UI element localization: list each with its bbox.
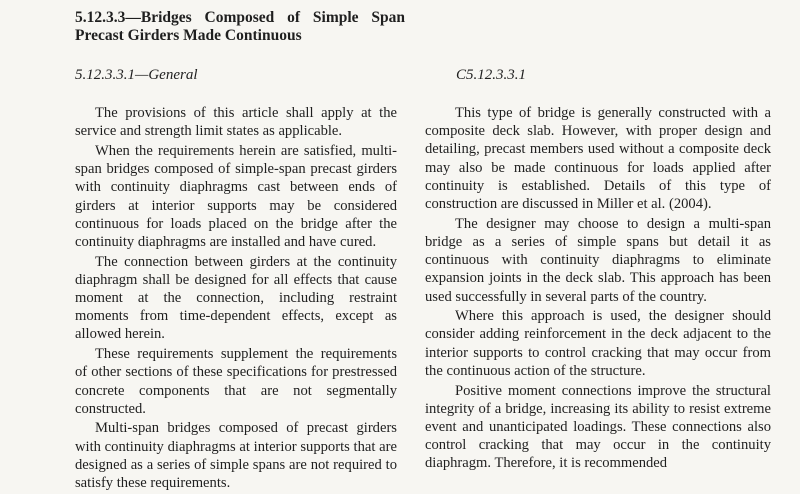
commentary-column: [425, 104, 771, 474]
spec-paragraph: Multi-span bridges composed of precast girders with continuity diaphragms at interior supports that are designed as a series of simple spans are not required to satisfy these requirements.: [75, 420, 397, 492]
commentary-paragraph: This type of bridge is generally constructed with a composite deck slab. However, with proper design and detailing, precast members used without a composite deck may also be made continuous for loads applied after continuity is established. Details of this type of construction are discussed in Miller et al. (2004).: [425, 105, 771, 213]
spec-paragraph: These requirements supplement the requirements of other sections of these specifications for prestressed concrete components that are not segmentally constructed.: [75, 346, 397, 417]
spec-paragraph: The connection between girders at the continuity diaphragm shall be designed for all effects that cause moment at the connection, including restraint moments from time-dependent effects, except as allowed herein.: [75, 253, 397, 343]
commentary-paragraph: Where this approach is used, the designer should consider adding reinforcement in the deck adjacent to the interior supports to control cracking that may occur from the continuous action of the structure.: [425, 308, 771, 379]
section-heading: 5.12.3.3—Bridges Composed of Simple Span Precast Girders Made Continuous: [75, 9, 405, 44]
commentary-subheading: C5.12.3.3.1: [456, 67, 527, 83]
spec-paragraph: The provisions of this article shall apply at the service and strength limit states as applicable.: [75, 105, 397, 140]
spec-paragraph: When the requirements herein are satisfied, multi-span bridges composed of simple-span precast girders with continuity diaphragms cast between ends of girders at interior supports may be considered continuous for loads placed on the bridge after the continuity diaphragms are installed and have cured.: [75, 142, 397, 250]
specification-column: [75, 104, 397, 494]
commentary-paragraph: Positive moment connections improve the structural integrity of a bridge, increasing its ability to resist extreme event and unanticipated loadings. These connections also control cracking that may occur in the continuity diaphragm. Therefore, it is recommended: [425, 382, 771, 472]
commentary-paragraph: The designer may choose to design a multi-span bridge as a series of simple spans but detail it as continuous with continuity diaphragms to eliminate expansion joints in the deck slab. This approach has been used successfully in several parts of the country.: [425, 215, 771, 305]
article-subheading: 5.12.3.3.1—General: [75, 67, 198, 83]
